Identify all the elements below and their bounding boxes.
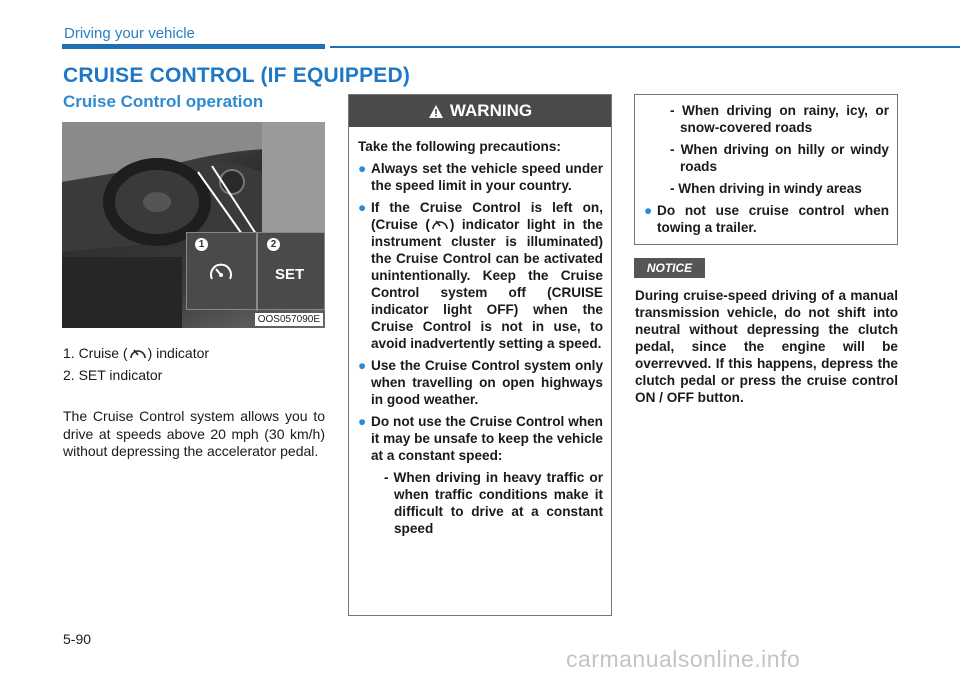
bullet-icon: ●: [644, 203, 653, 218]
cruise-indicator-icon: [209, 261, 233, 283]
list-item: - When driving on rainy, icy, or snow-covered roads: [670, 103, 889, 135]
notice-text: During cruise-speed driving of a manual transmission vehicle, do not shift into neutral without depressing the clutch pedal, since the engine will be overrevved. If this happens, depress the clutch pedal or press the cruise control ON / OFF button.: [635, 288, 898, 405]
warning-continued-box: [634, 94, 898, 245]
indicator-list: [63, 342, 209, 386]
warning-title: WARNING: [449, 101, 533, 120]
page-number: 5-90: [63, 631, 92, 647]
warning-header: [349, 95, 611, 127]
inset-divider: [256, 233, 258, 311]
figure-code: OOS057090E: [255, 313, 323, 326]
list-item: ● Always set the vehicle speed under the speed limit in your country.: [358, 161, 603, 193]
warning-intro: Take the following precautions:: [358, 139, 561, 154]
badge-2: 2: [267, 238, 280, 251]
list-item: 2. SET indicator: [63, 367, 163, 383]
notice-tag: NOTICE: [634, 258, 705, 278]
bullet-icon: ●: [358, 161, 367, 176]
badge-1: 1: [195, 238, 208, 251]
bullet-icon: ●: [358, 358, 367, 373]
header-rule: [330, 46, 960, 48]
cruise-icon: [129, 345, 147, 361]
bullet-icon: ●: [358, 200, 367, 215]
set-indicator-label: SET: [275, 266, 305, 283]
list-item: - When driving on hilly or windy roads: [670, 142, 889, 174]
list-item: [63, 342, 209, 364]
page-title: CRUISE CONTROL (IF EQUIPPED): [63, 64, 411, 87]
list-item-text: 1. Cruise (: [63, 345, 128, 361]
list-item: ● Do not use cruise control when towing a trailer.: [644, 203, 889, 235]
list-item: ● Do not use the Cruise Control when it may be unsafe to keep the vehicle at a constant speed:: [358, 414, 603, 463]
warning-body: [358, 138, 603, 540]
indicator-inset: [186, 232, 325, 310]
list-item: - When driving in windy areas: [670, 181, 862, 196]
section-label: Driving your vehicle: [64, 25, 195, 42]
watermark: carmanualsonline.info: [566, 646, 801, 672]
warning-continued-body: [644, 102, 889, 241]
list-item-text: ) indicator: [147, 345, 210, 361]
dashboard-figure: [62, 122, 325, 328]
section-subtitle: Cruise Control operation: [63, 92, 264, 111]
list-item: - When driving in heavy traffic or when traffic conditions make it difficult to drive at a constant speed: [384, 470, 603, 536]
body-paragraph: The Cruise Control system allows you to drive at speeds above 20 mph (30 km/h) without depressing the accelerator pedal.: [63, 408, 325, 459]
header-bar: [62, 44, 325, 49]
cruise-icon: [431, 216, 449, 232]
list-item: ● If the Cruise Control is left on, (Cruise ( ) indicator light in the instrument cluster is illuminated) the Cruise Control can be activated unintentionally. Keep the Cruise Control system off (CRUISE indicator light OFF) when the Cruise Control is not in use, to avoid inadvertently setting a speed.: [358, 200, 603, 351]
warning-icon: [428, 104, 444, 119]
list-item: ● Use the Cruise Control system only when travelling on open highways in good weather.: [358, 358, 603, 407]
warning-box: [348, 94, 612, 616]
bullet-icon: ●: [358, 414, 367, 429]
